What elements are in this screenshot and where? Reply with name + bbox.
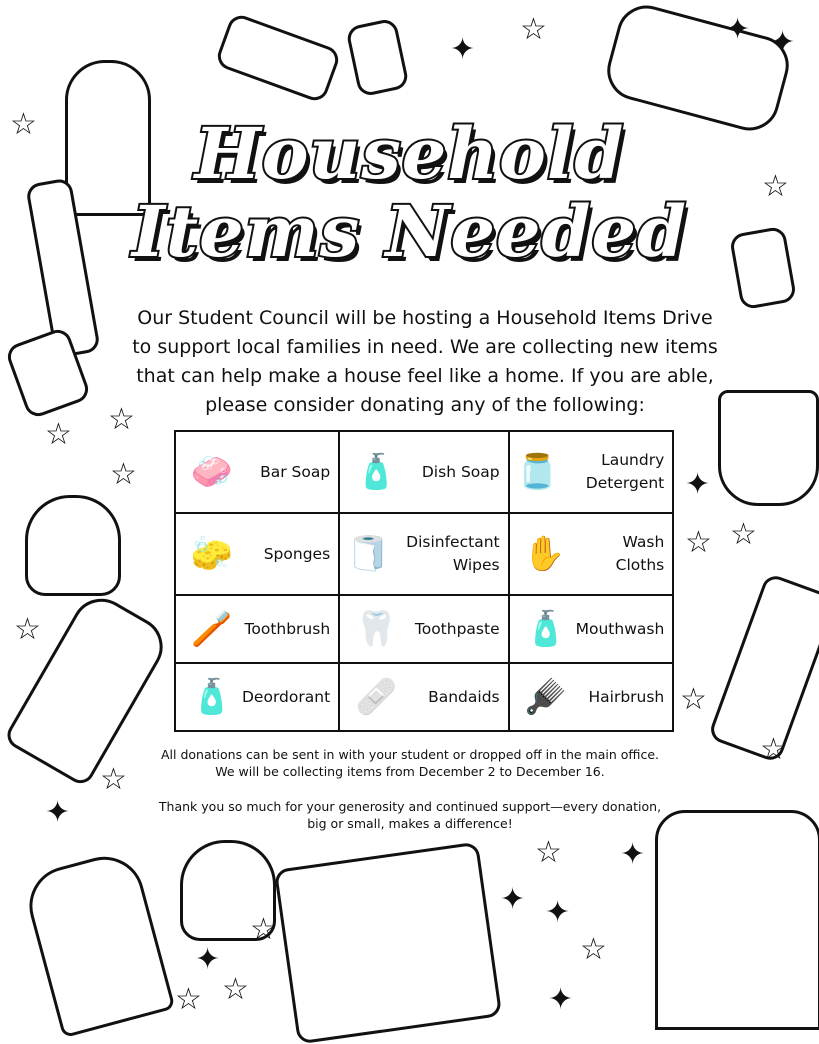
bar-soap-icon: 🧼: [190, 453, 234, 491]
star-icon: ☆: [580, 933, 607, 966]
sponge-illustration: [345, 17, 410, 97]
item-cell: [339, 431, 508, 513]
item-cell: [339, 595, 508, 663]
star-icon: ✦: [500, 883, 526, 916]
star-icon: ✦: [620, 838, 646, 871]
item-label: Bar Soap: [260, 462, 331, 481]
item: [176, 432, 338, 512]
item-label: Laundry Detergent: [585, 451, 665, 492]
star-icon: ☆: [680, 683, 707, 716]
item-cell: [175, 663, 339, 731]
scrub-brush-illustration: [214, 12, 342, 104]
item-label: Mouthwash: [575, 619, 665, 638]
toothpaste-icon: 🦷: [354, 610, 398, 648]
star-icon: ☆: [110, 458, 137, 491]
item-label: Dish Soap: [421, 462, 500, 481]
items-row: [175, 663, 673, 731]
item: [510, 596, 673, 662]
star-icon: ☆: [222, 973, 249, 1006]
item: [176, 596, 338, 662]
item: [510, 664, 673, 730]
item: [510, 432, 673, 512]
intro-paragraph: Our Student Council will be hosting a Household Items Drive to support local families in need. We are collecting new items that can help make a house feel like a home. If you are able, please consider donating any of the following:: [132, 307, 718, 416]
item-cell: [175, 595, 339, 663]
star-icon: ☆: [685, 526, 712, 559]
item: [176, 664, 338, 730]
item: [340, 432, 507, 512]
item-cell: [339, 663, 508, 731]
title-line-1: Household: [194, 112, 625, 195]
toothbrush-icon: 🪥: [190, 610, 234, 648]
hairbrush-icon: 🪮: [524, 678, 567, 716]
item: [340, 514, 507, 594]
dustpan-illustration: [718, 390, 819, 506]
star-icon: ✦: [725, 13, 751, 46]
star-icon: ✦: [195, 943, 221, 976]
star-icon: ☆: [108, 403, 135, 436]
item-label: Toothbrush: [244, 619, 331, 638]
item-label: Toothpaste: [414, 619, 500, 638]
bucket-illustration: [655, 810, 819, 1030]
item-label: Sponges: [263, 544, 331, 563]
item-cell: [175, 513, 339, 595]
item: [176, 514, 338, 594]
washcloth-icon: ✋: [523, 535, 566, 573]
star-icon: ☆: [762, 170, 789, 203]
collection-dates: We will be collecting items from December 2 to December 16.: [215, 764, 605, 779]
item-cell: [509, 595, 674, 663]
star-icon: ☆: [14, 613, 41, 646]
item: [340, 664, 507, 730]
detergent-icon: 🫙: [516, 453, 559, 491]
star-icon: ☆: [45, 418, 72, 451]
star-icon: ☆: [100, 763, 127, 796]
items-row: [175, 513, 673, 595]
item-label: Hairbrush: [588, 687, 665, 706]
star-icon: ☆: [175, 983, 202, 1016]
item-label: Disinfectant Wipes: [406, 533, 500, 574]
dish-soap-icon: 🧴: [354, 453, 398, 491]
beanie-illustration: [25, 495, 121, 596]
items-table: [174, 430, 674, 732]
star-icon: ☆: [250, 913, 277, 946]
star-icon: ☆: [730, 518, 757, 551]
spray-bottle-illustration: [20, 848, 175, 1038]
items-row: [175, 431, 673, 513]
star-icon: ✦: [450, 33, 476, 66]
title-line-2: Items Needed: [132, 190, 687, 273]
item-label: Bandaids: [428, 687, 500, 706]
donation-info: [150, 746, 670, 780]
thank-you-note: [150, 798, 670, 832]
item-label: Deordorant: [242, 687, 331, 706]
star-icon: ☆: [535, 836, 562, 869]
item-cell: [509, 513, 674, 595]
item-cell: [339, 513, 508, 595]
donation-info-line: All donations can be sent in with your student or dropped off in the main office.: [160, 747, 660, 762]
star-icon: ☆: [10, 108, 37, 141]
star-icon: ☆: [520, 13, 547, 46]
star-icon: ☆: [760, 733, 787, 766]
star-icon: ✦: [545, 896, 571, 929]
item-label: Wash Cloths: [615, 533, 665, 574]
deodorant-icon: 🧴: [190, 678, 234, 716]
cleaning-caddy-illustration: [274, 842, 502, 1044]
sponge-icon: 🧽: [190, 535, 234, 573]
item-cell: [509, 431, 674, 513]
star-icon: ✦: [685, 468, 711, 501]
star-icon: ✦: [548, 983, 574, 1016]
mouthwash-icon: 🧴: [524, 610, 567, 648]
bandaid-icon: 🩹: [354, 678, 398, 716]
thank-you-line: big or small, makes a difference!: [307, 816, 513, 831]
star-icon: ✦: [45, 796, 71, 829]
item: [510, 514, 673, 594]
item: [340, 596, 507, 662]
wipes-icon: 🧻: [347, 535, 390, 573]
item-cell: [175, 431, 339, 513]
item-cell: [509, 663, 674, 731]
star-icon: ✦: [770, 26, 796, 59]
thank-you-line: Thank you so much for your generosity and continued support—every donation,: [158, 799, 662, 814]
items-row: [175, 595, 673, 663]
